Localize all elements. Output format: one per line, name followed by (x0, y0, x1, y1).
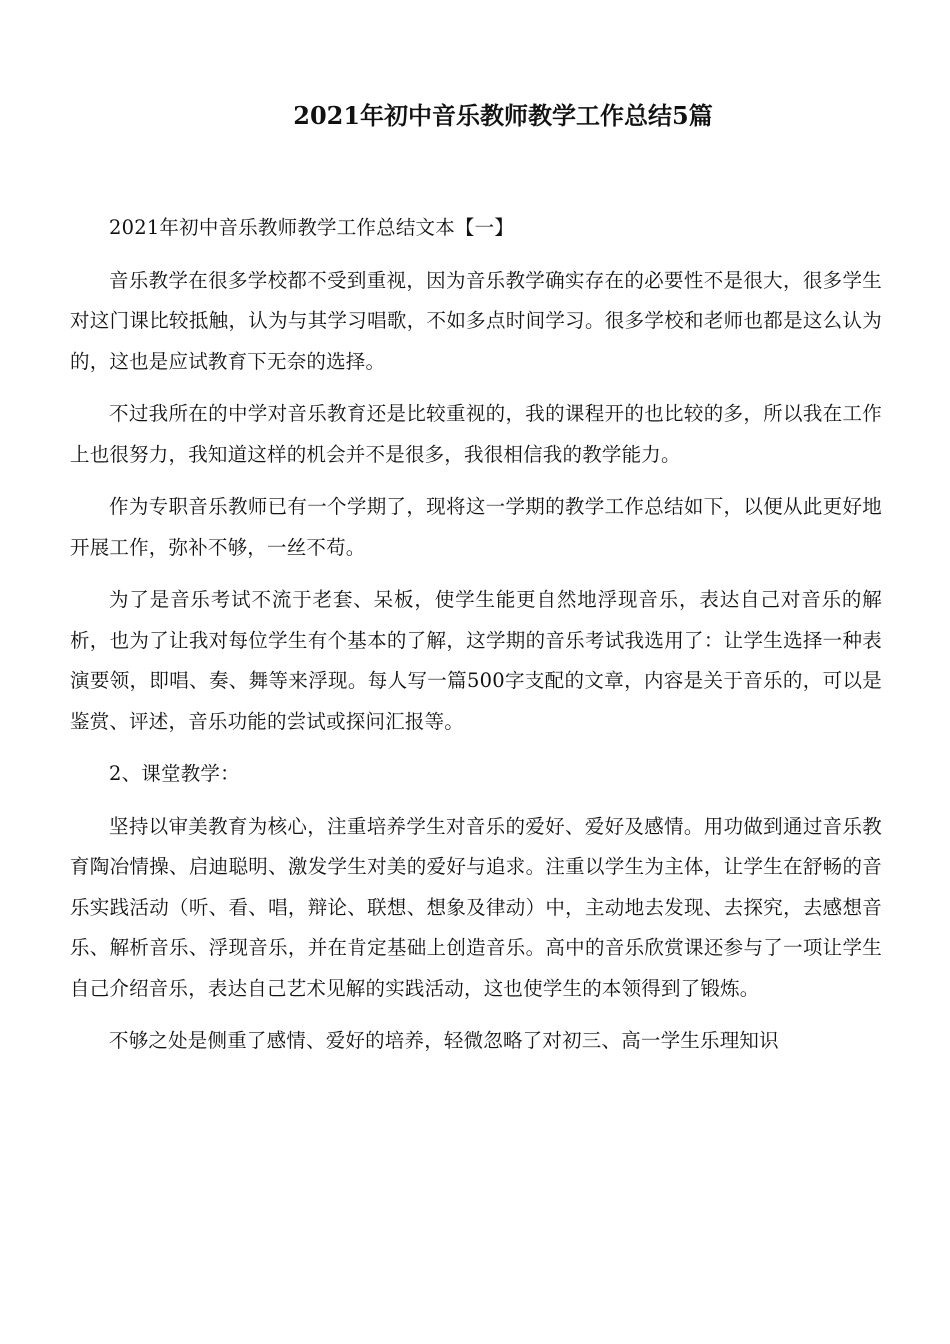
subheading-classroom-teaching: 2、课堂教学： (109, 762, 240, 785)
document-body (70, 208, 882, 1074)
section-heading: 2021年初中音乐教师教学工作总结文本【一】 (109, 216, 515, 239)
paragraph-6: 不够之处是侧重了感情、爱好的培养，轻微忽略了对初三、高一学生乐理知识 (109, 1029, 779, 1052)
paragraph-4: 为了是音乐考试不流于老套、呆板，使学生能更自然地浮现音乐，表达自己对音乐的解析，也为了让我对每位学生有个基本的了解，这学期的音乐考试我选用了：让学生选择一种表演要领，即唱、奏、舞等来浮现。每人写一篇500字支配的文章，内容是关于音乐的，可以是鉴赏、评述，音乐功能的尝试或探问汇报等。 (70, 588, 882, 733)
paragraph-1: 音乐教学在很多学校都不受到重视，因为音乐教学确实存在的必要性不是很大，很多学生对这门课比较抵触，认为与其学习唱歌，不如多点时间学习。很多学校和老师也都是这么认为的，这也是应试教育下无奈的选择。 (70, 268, 882, 373)
paragraph-2: 不过我所在的中学对音乐教育还是比较重视的，我的课程开的也比较的多，所以我在工作上也很努力，我知道这样的机会并不是很多，我很相信我的教学能力。 (70, 402, 882, 466)
paragraph-5: 坚持以审美教育为核心，注重培养学生对音乐的爱好、爱好及感情。用功做到通过音乐教育陶冶情操、启迪聪明、激发学生对美的爱好与追求。注重以学生为主体，让学生在舒畅的音乐实践活动（听、看、唱，辩论、联想、想象及律动）中，主动地去发现、去探究，去感想音乐、解析音乐、浮现音乐，并在肯定基础上创造音乐。高中的音乐欣赏课还参与了一项让学生自己介绍音乐，表达自己艺术见解的实践活动，这也使学生的本领得到了锻炼。 (70, 814, 882, 1000)
paragraph-3: 作为专职音乐教师已有一个学期了，现将这一学期的教学工作总结如下，以便从此更好地开展工作，弥补不够，一丝不苟。 (70, 495, 882, 559)
document-title: 2021年初中音乐教师教学工作总结5篇 (293, 101, 713, 130)
